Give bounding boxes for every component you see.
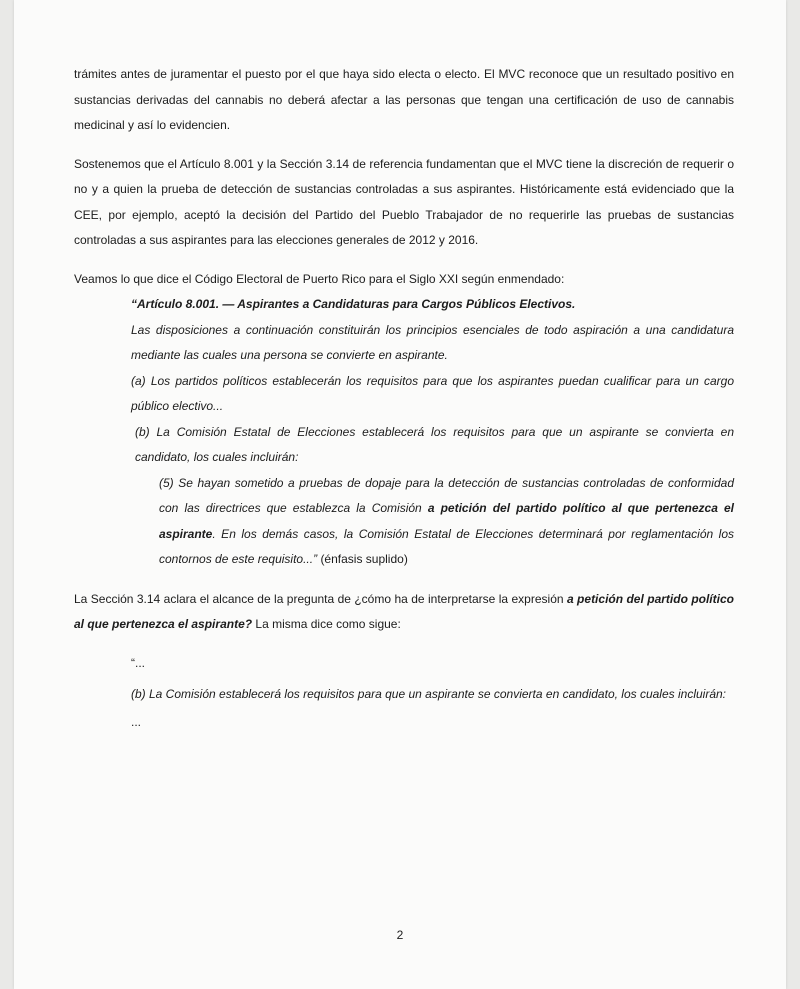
quote-article-8001 bbox=[131, 292, 734, 573]
quote-item-b: (b) La Comisión Estatal de Elecciones establecerá los requisitos para que un aspirante se convierta en candidato, los cuales incluirán: bbox=[135, 424, 734, 464]
paragraph-4-emphasis: a petición del partido político al que pertenezca el aspirante? bbox=[74, 591, 734, 631]
paragraph-4-tail: La misma dice como sigue: bbox=[252, 617, 401, 631]
paragraph-4-text: La Sección 3.14 aclara el alcance de la pregunta de ¿cómo ha de interpretarse la expresión bbox=[74, 591, 564, 606]
paragraph-3: Veamos lo que dice el Código Electoral de Puerto Rico para el Siglo XXI según enmendado: bbox=[74, 271, 565, 286]
quote-ellipsis-end: ... bbox=[131, 714, 142, 729]
quote-section-314 bbox=[131, 651, 734, 736]
body-text bbox=[74, 62, 734, 735]
quote-item-5-text: (5) Se hayan sometido a pruebas de dopaje para la detección de sustancias controladas de conformidad con las directrices que establezca la Comisión bbox=[159, 475, 734, 515]
document-page bbox=[14, 0, 786, 989]
quote-item-5 bbox=[159, 471, 734, 573]
quote-item-5-emphasis: a petición del partido político al que pertenezca el aspirante bbox=[159, 501, 735, 541]
paragraph-2: Sostenemos que el Artículo 8.001 y la Sección 3.14 de referencia fundamentan que el MVC tiene la discreción de requerir o no y a quien la prueba de detección de sustancias controladas a sus aspirantes. Históricamente está evidenciado que la CEE, por ejemplo, aceptó la decisión del Partido del Pueblo Trabajador de no requerirle las pruebas de sustancias controladas a sus aspirantes para las elecciones generales de 2012 y 2016. bbox=[74, 156, 734, 247]
quote-ellipsis-start: “... bbox=[131, 655, 145, 670]
quote-item-a: (a) Los partidos políticos establecerán los requisitos para que los aspirantes puedan cualificar para un cargo público electivo... bbox=[131, 373, 734, 413]
quote-2-item-b: (b) La Comisión establecerá los requisitos para que un aspirante se convierta en candidato, los cuales incluirán: bbox=[131, 687, 727, 701]
paragraph-1: trámites antes de juramentar el puesto por el que haya sido electa o electo. El MVC reconoce que un resultado positivo en sustancias derivadas del cannabis no deberá afectar a las personas que tengan una certificación de uso de cannabis medicinal y así lo evidencien. bbox=[74, 67, 734, 132]
quote-heading: “Artículo 8.001. — Aspirantes a Candidaturas para Cargos Públicos Electivos. bbox=[131, 297, 576, 311]
emphasis-note: (énfasis suplido) bbox=[320, 552, 408, 566]
paragraph-4 bbox=[74, 587, 734, 638]
page-number: 2 bbox=[396, 928, 404, 942]
quote-item-5-text-cont: . En los demás casos, la Comisión Estatal de Elecciones determinará por reglamentación los contornos de este requisito...” bbox=[159, 526, 734, 566]
quote-intro: Las disposiciones a continuación constituirán los principios esenciales de todo aspiración a una candidatura mediante las cuales una persona se convierte en aspirante. bbox=[131, 322, 734, 362]
